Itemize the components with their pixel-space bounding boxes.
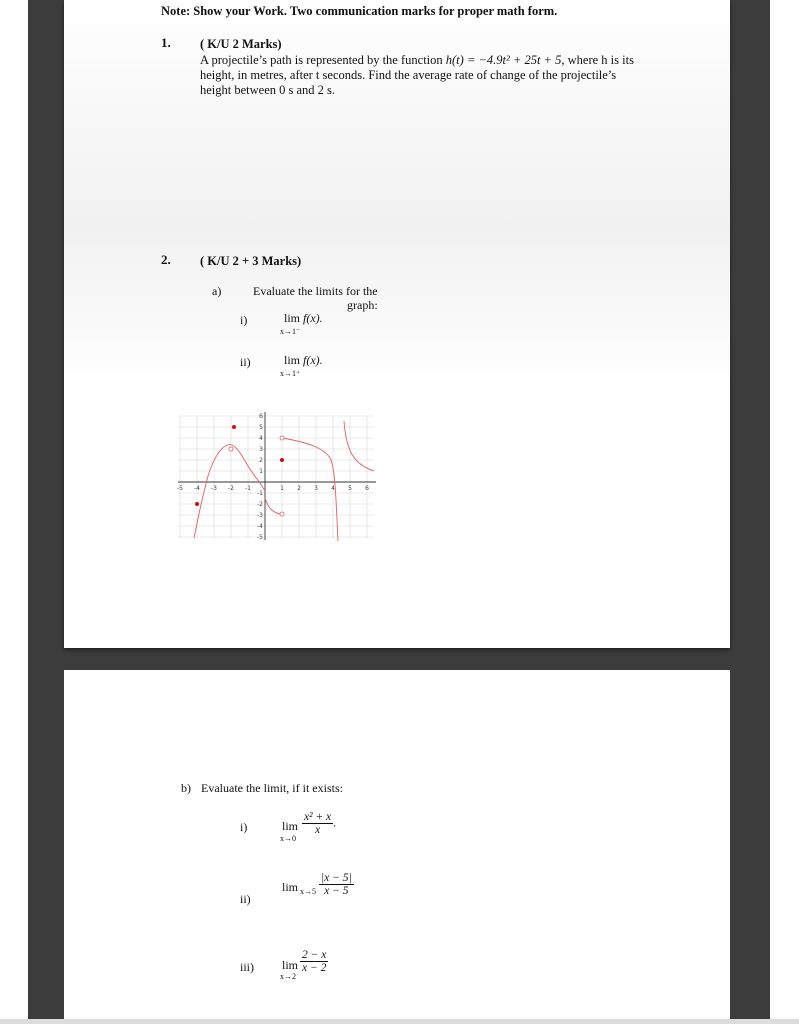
part-b-ii-lim: lim: [282, 880, 299, 894]
part-b-ii-subscript: x→5: [300, 887, 316, 896]
x-tick: 6: [365, 485, 369, 492]
viewer-bottom-edge: [0, 1019, 799, 1024]
question-1-marks: ( K/U 2 Marks): [200, 37, 282, 51]
question-1-line-1: [200, 53, 634, 68]
x-tick: 5: [348, 485, 352, 492]
part-a-ii-subscript: x→1⁺: [280, 369, 301, 378]
part-b-label: b): [181, 781, 191, 795]
x-tick: -3: [211, 485, 217, 492]
part-b-iii-fraction: [300, 949, 328, 974]
question-1-text: [200, 53, 634, 98]
fraction-denominator: x − 5: [324, 885, 349, 897]
x-tick: -1: [245, 485, 251, 492]
y-tick: 5: [259, 424, 263, 431]
period: .: [333, 817, 336, 830]
part-a-ii-limit: [284, 353, 323, 368]
y-tick: -2: [257, 501, 263, 508]
question-1-function: h(t) = −4.9t² + 25t + 5: [445, 53, 562, 67]
part-b-iii-label: iii): [240, 960, 254, 974]
y-tick: 3: [259, 446, 263, 453]
question-2-number: 2.: [161, 252, 171, 267]
filled-point: [232, 425, 236, 429]
x-tick: 3: [314, 485, 318, 492]
part-b-i-label: i): [240, 820, 248, 834]
limit-function: f(x).: [303, 353, 323, 367]
open-point: [280, 436, 284, 440]
part-b-iii-subscript: x→2: [280, 972, 296, 981]
x-tick: -2: [228, 485, 234, 492]
part-b-i-subscript: x→0: [280, 834, 296, 843]
y-tick: -4: [257, 523, 263, 530]
part-b-ii-label: ii): [240, 892, 251, 906]
y-tick: 2: [259, 457, 263, 464]
y-tick: 1: [259, 468, 263, 475]
part-a-i-limit: [284, 311, 323, 326]
curve-middle-piece: [265, 498, 282, 514]
x-tick: 4: [331, 485, 335, 492]
limit-function: f(x).: [303, 311, 323, 325]
x-tick: -5: [177, 485, 183, 492]
part-b-iii-lim: lim: [282, 958, 299, 972]
fraction-numerator: x² + x: [304, 811, 332, 823]
fraction-numerator: 2 − x: [302, 949, 327, 961]
question-1-line-3: height between 0 s and 2 s.: [200, 83, 336, 97]
fraction-denominator: x: [315, 824, 321, 836]
y-tick: -5: [257, 534, 263, 541]
part-a-label: a): [212, 284, 222, 298]
part-b-i-fraction: [302, 811, 336, 836]
question-1-line-2: height, in metres, after t seconds. Find the average rate of change of the projectile’s: [200, 68, 617, 82]
instructions-note: Note: Show your Work. Two communication marks for proper math form.: [161, 4, 558, 18]
open-point: [229, 447, 233, 451]
part-a-i-label: i): [240, 313, 248, 327]
curve-far-right-piece: [344, 421, 374, 471]
worksheet-page-2: [64, 670, 730, 1024]
open-point: [280, 512, 284, 516]
worksheet-page-1: [64, 0, 730, 648]
part-a-i-subscript: x→1⁻: [280, 327, 301, 336]
y-tick: -3: [257, 512, 263, 519]
lim-word: lim: [284, 353, 301, 367]
filled-point: [280, 458, 284, 462]
function-graph: [176, 408, 382, 544]
y-tick-labels: [257, 413, 263, 541]
filled-point: [195, 502, 199, 506]
x-tick: -4: [194, 485, 200, 492]
viewer-right-margin: [770, 0, 799, 1024]
y-tick: 4: [259, 435, 263, 442]
question-1-line-1-end: , where h is its: [561, 53, 634, 67]
x-tick: 1: [280, 485, 284, 492]
part-a-ii-label: ii): [240, 355, 251, 369]
y-tick: -1: [257, 490, 263, 497]
part-b-ii-fraction: [319, 872, 354, 897]
part-b-instruction: Evaluate the limit, if it exists:: [201, 781, 343, 795]
question-2-marks: ( K/U 2 + 3 Marks): [200, 254, 302, 268]
part-b-i-lim: lim: [282, 819, 299, 833]
y-tick: 6: [259, 413, 263, 420]
question-1-line-1-start: A projectile’s path is represented by the function: [200, 53, 446, 67]
lim-word: lim: [284, 311, 301, 325]
x-tick: 2: [297, 485, 301, 492]
fraction-denominator: x − 2: [302, 962, 327, 974]
curve-right-piece: [282, 438, 338, 541]
fraction-numerator: |x − 5|: [321, 872, 352, 884]
part-a-instruction-end: graph:: [347, 298, 378, 312]
part-a-instruction: Evaluate the limits for the: [253, 284, 378, 298]
question-1-number: 1.: [161, 35, 171, 50]
graph-points: [195, 425, 284, 516]
